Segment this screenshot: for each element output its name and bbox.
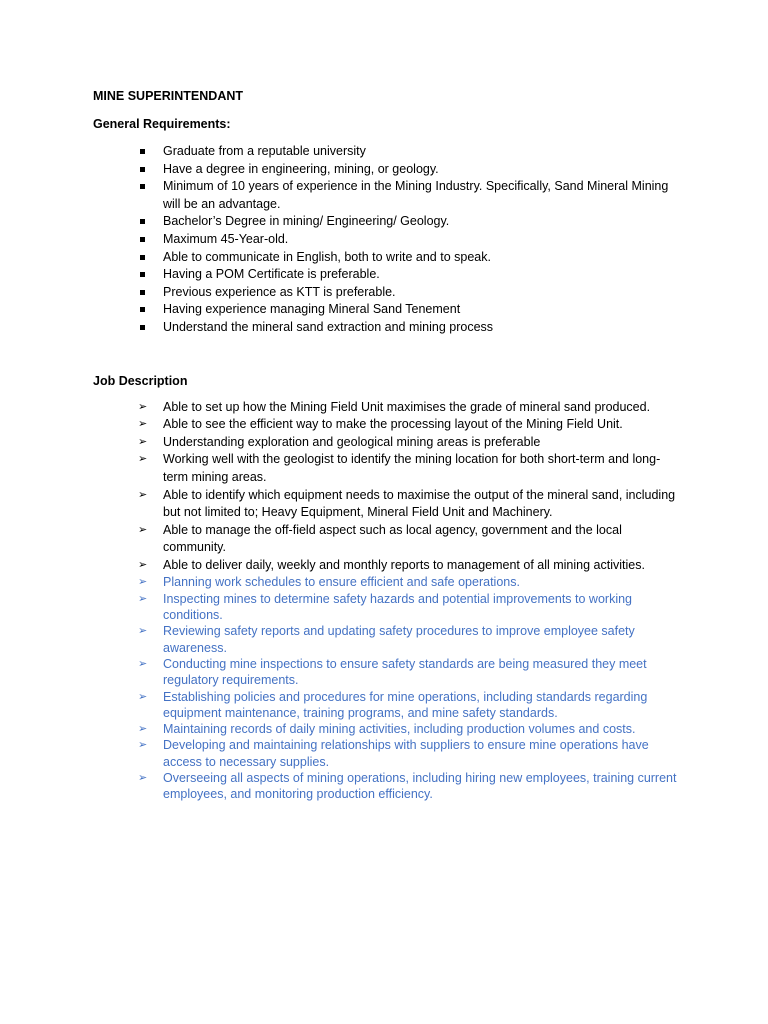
list-item — [93, 266, 683, 284]
list-item — [93, 451, 683, 486]
list-item-text: Having experience managing Mineral Sand Tenement — [163, 302, 461, 317]
list-item — [93, 434, 683, 452]
list-item — [93, 656, 683, 689]
arrow-bullet-icon: ➢ — [138, 435, 148, 448]
arrow-bullet-icon: ➢ — [138, 723, 148, 736]
list-item — [93, 574, 683, 590]
list-item — [93, 231, 683, 249]
list-item-text: Inspecting mines to determine safety hazards and potential improvements to working conditions. — [163, 591, 632, 623]
general-requirements-list — [93, 143, 683, 337]
document-page — [93, 88, 683, 803]
arrow-bullet-icon: ➢ — [138, 400, 148, 413]
list-item-text: Able to deliver daily, weekly and monthly reports to management of all mining activities. — [163, 557, 645, 572]
arrow-bullet-icon: ➢ — [138, 690, 148, 703]
square-bullet-icon — [140, 149, 145, 154]
list-item — [93, 213, 683, 231]
arrow-bullet-icon: ➢ — [138, 657, 148, 670]
list-item — [93, 178, 683, 213]
square-bullet-icon — [140, 307, 145, 312]
square-bullet-icon — [140, 219, 145, 224]
list-item — [93, 161, 683, 179]
list-item — [93, 721, 683, 737]
list-item — [93, 770, 683, 803]
arrow-bullet-icon: ➢ — [138, 592, 148, 605]
list-item-text: Graduate from a reputable university — [163, 144, 366, 158]
list-item-text: Understand the mineral sand extraction and mining process — [163, 319, 494, 334]
list-item — [93, 623, 683, 656]
list-item-text: Establishing policies and procedures for mine operations, including standards regarding equipment maintenance, training programs, and mine safety standards. — [163, 689, 648, 720]
square-bullet-icon — [140, 272, 145, 277]
list-item-text: Maintaining records of daily mining activities, including production volumes and costs. — [163, 722, 636, 737]
square-bullet-icon — [140, 167, 145, 172]
job-description-list — [93, 399, 683, 803]
arrow-bullet-icon: ➢ — [138, 488, 148, 501]
square-bullet-icon — [140, 184, 145, 189]
square-bullet-icon — [140, 237, 145, 242]
list-item-text: Maximum 45-Year-old. — [163, 231, 289, 246]
list-item-text: Overseeing all aspects of mining operations, including hiring new employees, training current employees, and monitoring production efficiency. — [163, 771, 677, 802]
square-bullet-icon — [140, 255, 145, 260]
list-item-text: Able to communicate in English, both to write and to speak. — [163, 249, 491, 264]
list-item-text: Planning work schedules to ensure efficient and safe operations. — [163, 575, 520, 590]
list-item — [93, 522, 683, 557]
list-item — [93, 557, 683, 575]
list-item-text: Reviewing safety reports and updating safety procedures to improve employee safety awareness. — [163, 624, 635, 655]
list-item-text: Able to manage the off-field aspect such as local agency, government and the local community. — [163, 522, 622, 555]
arrow-bullet-icon: ➢ — [138, 739, 148, 752]
list-item — [93, 591, 683, 624]
list-item — [93, 737, 683, 770]
list-item — [93, 284, 683, 302]
list-item-text: Able to identify which equipment needs to maximise the output of the mineral sand, including but not limited to; Heavy Equipment, Mineral Field Unit and Machinery. — [163, 487, 676, 520]
list-item-text: Understanding exploration and geological mining areas is preferable — [163, 434, 541, 449]
arrow-bullet-icon: ➢ — [138, 558, 148, 571]
list-item — [93, 249, 683, 267]
list-item — [93, 143, 683, 161]
list-item — [93, 301, 683, 319]
list-item — [93, 487, 683, 522]
general-requirements-heading: General Requirements: — [93, 117, 231, 131]
list-item-text: Working well with the geologist to identify the mining location for both short-term and long-term mining areas. — [163, 452, 661, 484]
list-item-text: Bachelor’s Degree in mining/ Engineering/ Geology. — [163, 214, 450, 229]
arrow-bullet-icon: ➢ — [138, 625, 148, 638]
arrow-bullet-icon: ➢ — [138, 418, 148, 431]
list-item-text: Able to see the efficient way to make the processing layout of the Mining Field Unit. — [163, 417, 623, 432]
arrow-bullet-icon: ➢ — [138, 453, 148, 466]
list-item — [93, 399, 683, 417]
list-item-text: Have a degree in engineering, mining, or geology. — [163, 161, 439, 176]
list-item-text: Minimum of 10 years of experience in the Mining Industry. Specifically, Sand Mineral Mining will be an advantage. — [163, 179, 669, 211]
square-bullet-icon — [140, 290, 145, 295]
arrow-bullet-icon: ➢ — [138, 772, 148, 785]
list-item — [93, 689, 683, 722]
page-title: MINE SUPERINTENDANT — [93, 89, 244, 103]
list-item-text: Developing and maintaining relationships with suppliers to ensure mine operations have access to necessary supplies. — [163, 738, 649, 769]
list-item-text: Previous experience as KTT is preferable. — [163, 284, 396, 299]
list-item-text: Able to set up how the Mining Field Unit maximises the grade of mineral sand produced. — [163, 399, 651, 414]
list-item — [93, 416, 683, 434]
list-item-text: Having a POM Certificate is preferable. — [163, 267, 380, 282]
list-item-text: Conducting mine inspections to ensure safety standards are being measured they meet regulatory requirements. — [163, 656, 647, 688]
arrow-bullet-icon: ➢ — [138, 576, 148, 589]
square-bullet-icon — [140, 325, 145, 330]
list-item — [93, 319, 683, 337]
job-description-heading: Job Description — [93, 373, 188, 388]
arrow-bullet-icon: ➢ — [138, 523, 148, 536]
